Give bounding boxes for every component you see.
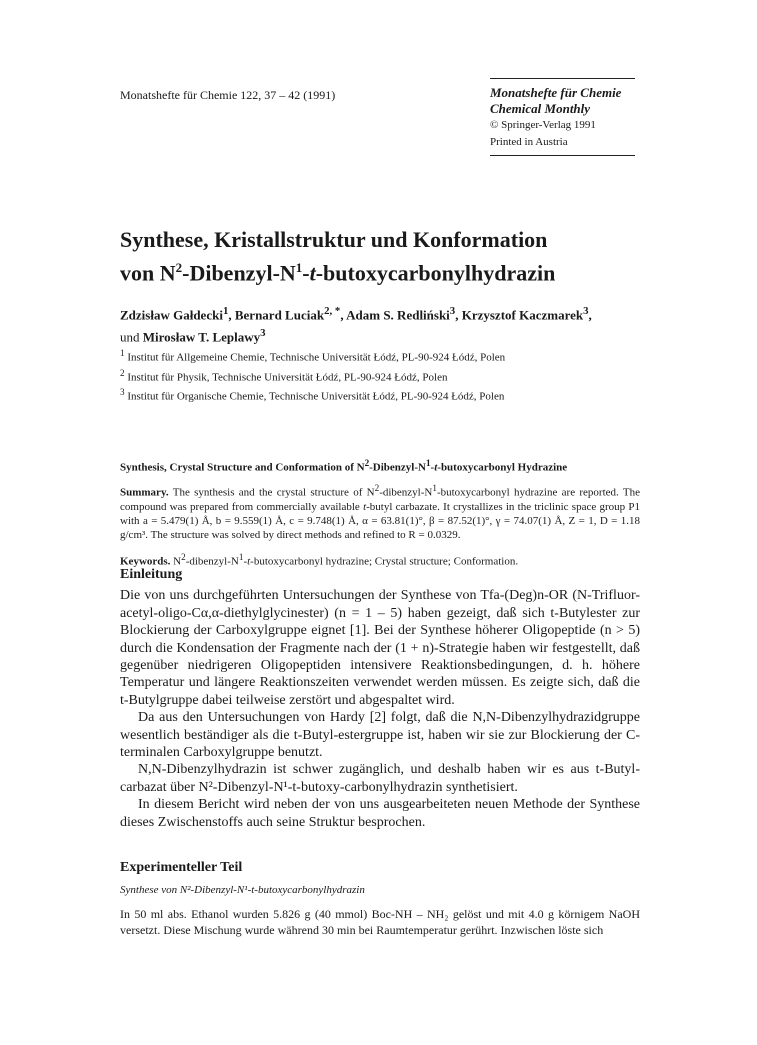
affiliations xyxy=(120,346,640,405)
copyright-line: © Springer-Verlag 1991 xyxy=(490,119,596,131)
einleitung-paragraph-1: Die von uns durchgeführten Untersuchungen der Synthese von Tfa-(Deg)n-OR (N-Trifluor-acetyl-oligo-Cα,α-diethylglycinester) (n = 1 – 5) haben gezeigt, daß sich t-Butylester zur Blockierung der Carboxylgruppe eignet [1]. Bei der Synthese höherer Oligopeptide (n > 5) durch die Kondensation der Fragmente nach der (1 + n)-Strategie haben wir festgestellt, daß gegenüber niedrigeren Oligopeptiden intensivere Reaktionsbedingungen, d. h. höhere Temperatur und längere Reaktionszeiten verwendet werden müssen. Es zeigte sich, daß die t-Butylgruppe dabei teilweise zerstört und abgespaltet wird. xyxy=(120,588,640,708)
experimental-heading: Experimenteller Teil xyxy=(120,860,243,875)
journal-title-de: Monatshefte für Chemie xyxy=(490,85,622,100)
einleitung-heading: Einleitung xyxy=(120,567,183,582)
english-summary xyxy=(120,456,640,569)
printed-line: Printed in Austria xyxy=(490,136,568,148)
paper-title xyxy=(120,226,640,287)
journal-title-en: Chemical Monthly xyxy=(490,101,591,116)
masthead-top-rule xyxy=(490,78,635,79)
author-3: Adam S. Redliński xyxy=(346,307,450,323)
title-line-1: Synthese, Kristallstruktur und Konformation xyxy=(120,227,548,252)
journal-masthead xyxy=(490,78,635,156)
summary-heading: Synthesis, Crystal Structure and Conformation of $N^2-Dibenzyl-N^1-t$-butoxycarbonyl Hydrazine xyxy=(120,458,568,474)
masthead-bottom-rule xyxy=(490,155,635,156)
einleitung-paragraph-3: N,N-Dibenzylhydrazin ist schwer zugänglich, und deshalb haben wir es aus t-Butyl-carbazat über N²-Dibenzyl-N¹-t-butoxy-carbonylhydrazin synthetisiert. xyxy=(120,762,640,795)
experimental-subheading: Synthese von N²-Dibenzyl-N¹-t-butoxycarbonylhydrazin xyxy=(120,884,365,896)
affiliation-2: $^2$ Institut für Physik, Technische Universität Łódź, PL-90-924 Łódź, Polen xyxy=(120,367,448,384)
keywords: Keywords. $N^2-dibenzyl-N^1-t$-butoxycarbonyl hydrazine; Crystal structure; Conformation. xyxy=(120,552,519,568)
experimental-text: In 50 ml abs. Ethanol wurden 5.826 g (40 mmol) Boc-NH – NH₂ gelöst und mit 4.0 g körnigem NaOH versetzt. Diese Mischung wurde während 30 min bei Raumtemperatur gerührt. Inzwischen löste sich xyxy=(120,907,640,937)
title-line-2: von $N^2-Dibenzyl-N^1-t$-butoxycarbonylhydrazin xyxy=(120,260,556,286)
author-1: Zdzisław Gałdecki xyxy=(120,307,223,323)
einleitung-paragraph-4: In diesem Bericht wird neben der von uns ausgearbeiteten neuen Methode der Synthese dieses Zwischenstoffs auch seine Struktur besprochen. xyxy=(120,797,640,830)
author-4: Krzysztof Kaczmarek xyxy=(461,307,584,323)
einleitung-section xyxy=(120,566,640,831)
journal-citation: Monatshefte für Chemie 122, 37 – 42 (1991) xyxy=(120,88,336,102)
affiliation-3: $^3$ Institut für Organische Chemie, Technische Universität Łódź, PL-90-924 Łódź, Polen xyxy=(120,387,505,403)
author-5: Mirosław T. Leplawy xyxy=(142,329,261,345)
affiliation-1: $^1$ Institut für Allgemeine Chemie, Technische Universität Łódź, PL-90-924 Łódź, Polen xyxy=(120,348,506,364)
author-list: Zdzisław Gałdecki$^1$, Bernard Luciak$^{2, *}$, Adam S. Redliński$^3$, Krzysztof Kaczmarek$^3$, und Mirosław T. Leplawy$^3$ xyxy=(120,305,592,345)
einleitung-paragraph-2: Da aus den Untersuchungen von Hardy [2] folgt, daß die N,N-Dibenzylhydrazidgruppe wesentlich beständiger als die t-Butyl-estergruppe ist, haben wir sie zur Blockierung der C-terminalen Carboxylgruppe benutzt. xyxy=(120,710,640,761)
summary-text: Summary. The synthesis and the crystal structure of $N^2-dibenzyl-N^1$-butoxycarbonyl hydrazine are reported. The compound was prepared from commercially available t-butyl carbazate. It crystallizes in the triclinic space group P1 with a = 5.479(1) Å, b = 9.559(1) Å, c = 9.748(1) Å, α = 63.81(1)°, β = 87.52(1)°, γ = 74.07(1) Å, Z = 1, D = 1.18 g/cm³. The structure was solved by direct methods and refined to R = 0.0329. xyxy=(120,482,641,542)
author-2: Bernard Luciak xyxy=(234,307,325,323)
